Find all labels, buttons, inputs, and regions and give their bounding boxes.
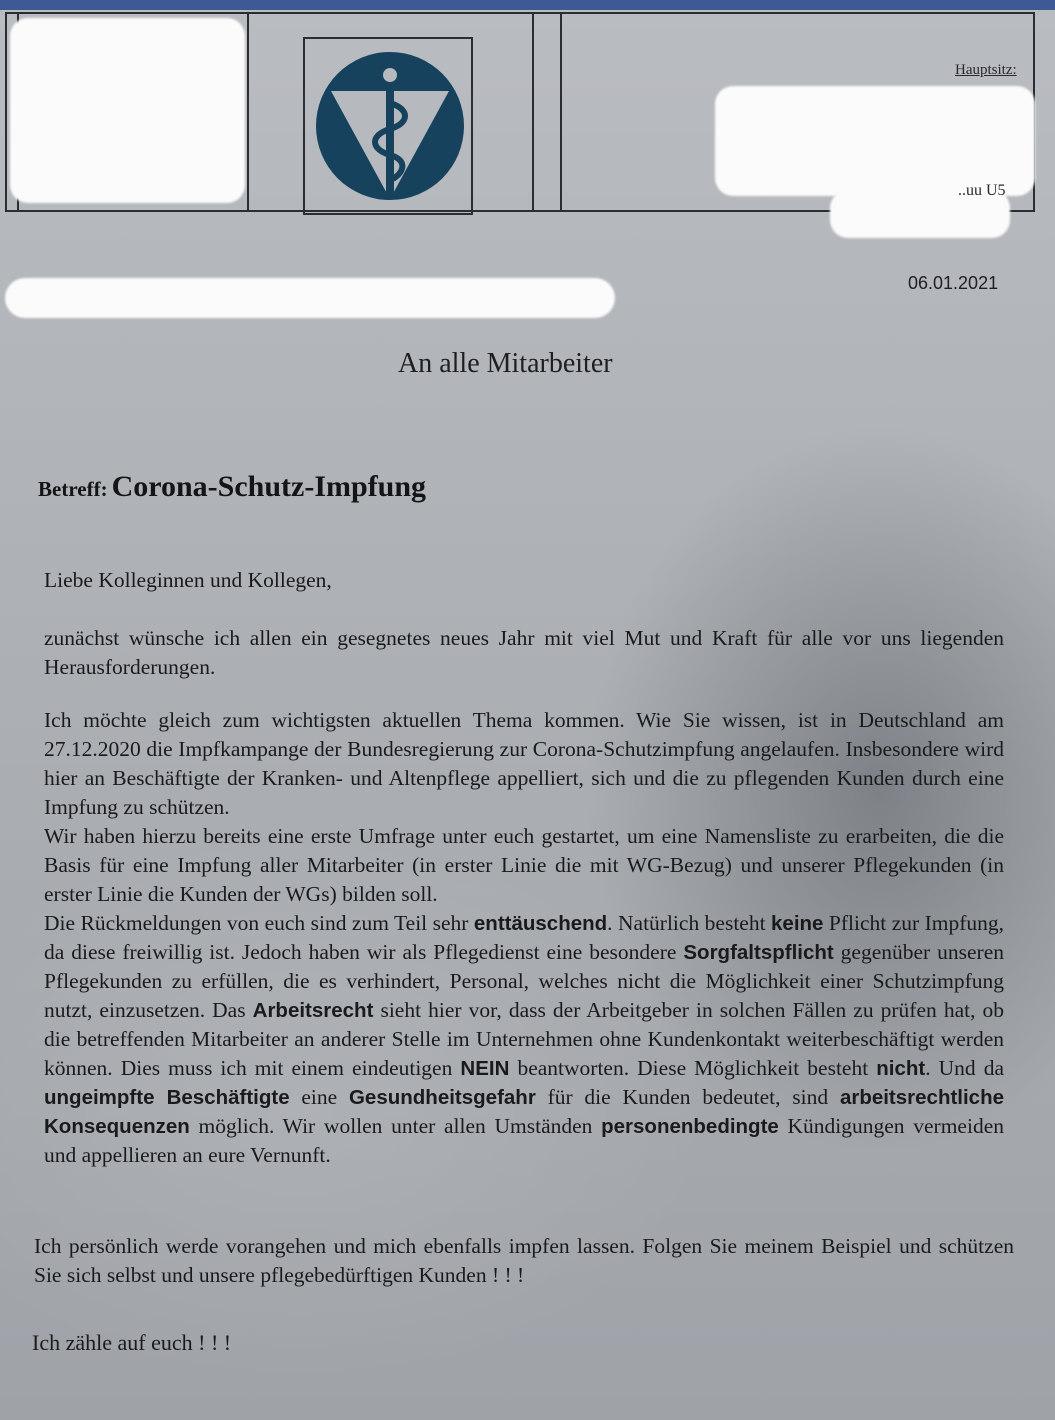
subject-label: Betreff: bbox=[38, 477, 108, 501]
emphasis-text: ungeimpfte Beschäftigte bbox=[44, 1086, 290, 1109]
emphasis-text: Sorgfaltspflicht bbox=[683, 941, 834, 964]
paragraph-text: Ich möchte gleich zum wichtigsten aktuellen Thema kommen. Wie Sie wissen, ist in Deutschland am 27.12.2020 die Impfkampange der Bundesregierung zur Corona-Schutzimpfung angelaufen. Insbesondere wird hier an Beschäftigte der Kranken- und Altenpflege appelliert, sich und die zu pflegenden Kunden durch eine Impfung zu schützen. bbox=[44, 708, 1004, 819]
letter-paragraph-1: zunächst wünsche ich allen ein gesegnetes neues Jahr mit viel Mut und Kraft für alle vor uns liegenden Herausforderungen. bbox=[44, 626, 1004, 679]
paragraph-text: möglich. Wir wollen unter allen Umständen bbox=[198, 1114, 593, 1138]
paragraph-text: beantworten. Diese Möglichkeit besteht bbox=[517, 1056, 869, 1080]
paragraph-text: eine bbox=[301, 1085, 338, 1109]
emphasis-text: keine bbox=[771, 912, 824, 935]
letter-date: 06.01.2021 bbox=[908, 273, 999, 293]
letter-subject bbox=[38, 470, 426, 504]
letter-paragraph-3: Ich persönlich werde vorangehen und mich ebenfalls impfen lassen. Folgen Sie meinem Beispiel und schützen Sie sich selbst und unsere pflegebedürftigen Kunden ! ! ! bbox=[34, 1234, 1014, 1287]
emphasis-text: Gesundheitsgefahr bbox=[348, 1086, 536, 1109]
letterhead-divider bbox=[247, 14, 249, 210]
letter-paragraph-2 bbox=[44, 706, 1004, 1170]
paragraph-text: . Natürlich besteht bbox=[607, 911, 766, 935]
paragraph-text: Die Rückmeldungen von euch sind zum Teil sehr bbox=[44, 911, 469, 935]
letter-closing: Ich zähle auf euch ! ! ! bbox=[32, 1330, 232, 1355]
redaction-headquarters-address bbox=[715, 86, 1035, 196]
paragraph-text: gegenüber unseren Pflegekunden zu erfüllen, die es verhindert, Personal, welches nicht die Möglichkeit einer Schutzimpfung nutzt, einzusetzen. Das bbox=[44, 940, 1005, 1022]
paragraph-text: für die Kunden bedeutet, sind bbox=[547, 1085, 829, 1109]
redaction-sender-line bbox=[5, 278, 615, 318]
redaction-sender-address bbox=[10, 18, 245, 203]
paragraph-text: Wir haben hierzu bereits eine erste Umfrage unter euch gestartet, um eine Namensliste zu erarbeiten, die die Basis für eine Impfung aller Mitarbeiter (in erster Linie die mit WG-Bezug) und unserer Pflegekunden (in erster Linie die Kunden der WGs) bilden soll. bbox=[44, 824, 1004, 906]
letter-recipient: An alle Mitarbeiter bbox=[398, 348, 613, 379]
paragraph-text: sieht hier vor, dass der Arbeitgeber in solchen Fällen zu prüfen hat, ob die betreffenden Mitarbeiter an anderer Stelle im Unternehmen ohne Kundenkontakt weiterbeschäftigt werden können. Dies muss ich mit einem eindeutigen bbox=[44, 998, 1005, 1080]
top-bar bbox=[0, 0, 1055, 10]
headquarters-label: Hauptsitz: bbox=[955, 62, 1017, 78]
emphasis-text: enttäuschend bbox=[473, 912, 608, 935]
caduceus-logo-icon bbox=[315, 51, 465, 201]
company-logo-frame bbox=[303, 37, 473, 215]
emphasis-text: personenbedingte bbox=[601, 1115, 779, 1138]
subject-value: Corona-Schutz-Impfung bbox=[111, 470, 427, 503]
emphasis-text: NEIN bbox=[460, 1057, 510, 1080]
emphasis-text: Arbeitsrecht bbox=[252, 999, 374, 1022]
paragraph-text: Kündigungen vermeiden und appellieren an eure Vernunft. bbox=[44, 1114, 1004, 1167]
emphasis-text: nicht bbox=[876, 1057, 926, 1080]
paragraph-text: . Und da bbox=[925, 1056, 1005, 1080]
letterhead-divider bbox=[532, 14, 534, 210]
emphasis-text: arbeitsrechtliche Konsequenzen bbox=[44, 1086, 1005, 1138]
letter-page bbox=[0, 10, 1055, 1420]
letterhead-divider bbox=[560, 14, 562, 210]
headquarters-partial-text: ..uu U5 bbox=[958, 182, 1006, 199]
letter-greeting: Liebe Kolleginnen und Kollegen, bbox=[44, 568, 332, 592]
paragraph-text: Pflicht zur Impfung, da diese freiwillig ist. Jedoch haben wir als Pflegedienst eine besondere bbox=[44, 911, 1005, 964]
